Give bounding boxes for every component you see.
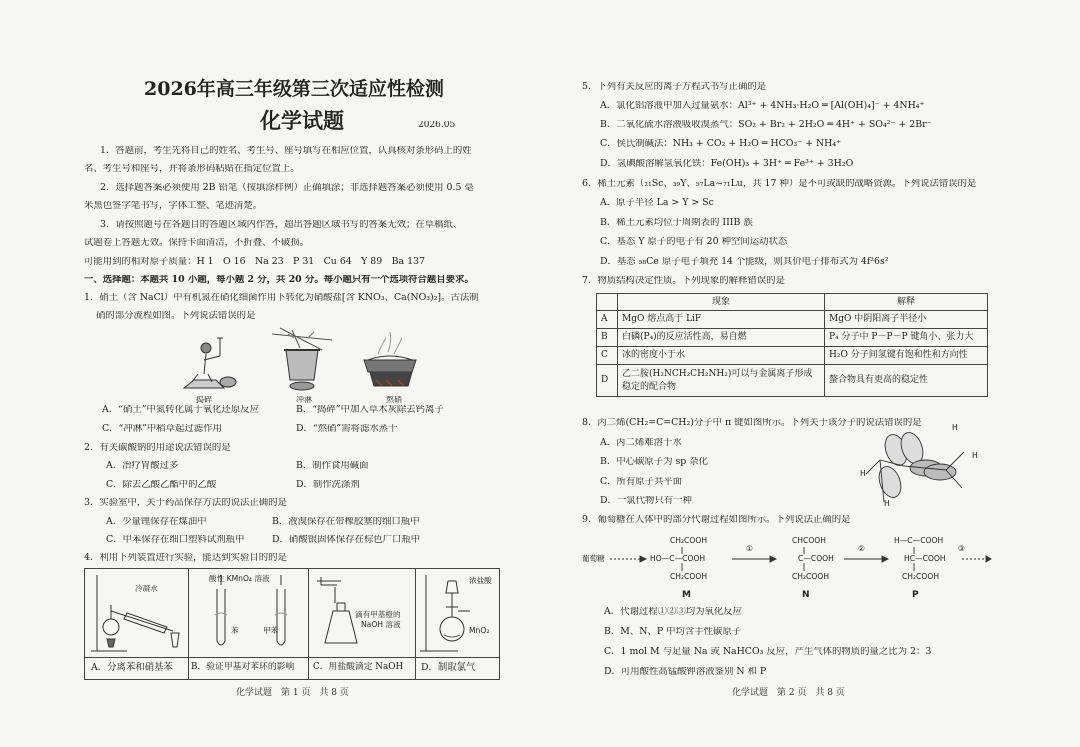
question-8-stem: 8．丙二烯(CH₂=C=CH₂)分子中 π 键如图所示。下列关于该分子的说法错误的是 <box>582 418 922 428</box>
molecule-n-bottom: CH₂COOH <box>792 572 830 581</box>
page-footer: 化学试题 第 1 页 共 8 页 <box>236 688 349 698</box>
hydrogen-label: H <box>884 499 890 508</box>
label-benzene: 苯 <box>231 626 239 635</box>
label-mno2: MnO₂ <box>469 626 490 635</box>
option-c: C．基态 Y 原子的电子有 20 种空间运动状态 <box>600 237 788 247</box>
question-7-stem: 7．物质结构决定性质。下列现象的解释错误的是 <box>582 276 785 286</box>
option-a: A．“硝土”中氮转化属于氧化还原反应 <box>102 405 259 415</box>
table-corner <box>597 294 618 311</box>
explanation-cell: MgO 中阴阳离子半径小 <box>825 311 988 329</box>
exam-subject-title: 化学试题 <box>260 108 344 133</box>
label-naoh-solution: NaOH 溶液 <box>361 620 401 629</box>
option-b: B．中心碳原子为 sp 杂化 <box>600 457 709 467</box>
option-d: D．基态 ₅₈Ce 原子电子填充 14 个能级，则其价电子排布式为 4f²6s² <box>600 257 889 267</box>
question-4-stem: 4．利用下列装置进行实验，能达到实验目的的是 <box>84 553 287 563</box>
pounding-illustration <box>184 338 236 388</box>
label-toluene: 甲苯 <box>263 626 279 635</box>
row-key: A <box>597 311 618 329</box>
explanation-cell: P₄ 分子中 P－P－P 键角小、张力大 <box>825 329 988 347</box>
option-a: A．治疗胃酸过多 <box>106 461 179 471</box>
option-a: A．代谢过程①②③均为氧化反应 <box>604 607 743 617</box>
instruction-line: 1．答题前，考生先将自己的姓名、考生号、座号填写在相应位置，认真核对条形码上的姓 <box>100 146 472 156</box>
apparatus-caption-d: D．制取氯气 <box>421 662 476 673</box>
apparatus-table <box>84 568 500 680</box>
instruction-line: 试题卷上答题无效。保持卡面清洁，不折叠、不破损。 <box>84 238 310 248</box>
column-header-explanation: 解释 <box>825 294 988 311</box>
option-b: B．稀土元素均位于周期表的 IIIB 族 <box>600 218 753 228</box>
boiling-illustration <box>364 332 416 386</box>
option-b: B．二氧化硫水溶液吸收溴蒸气：SO₂ + Br₂ + 2H₂O ═ 4H⁺ + SO₄²⁻ + 2Br⁻ <box>600 120 932 130</box>
page-1 <box>84 0 512 747</box>
label-methyl-orange: 滴有甲基橙的 <box>355 610 401 619</box>
molecule-label-p: P <box>912 590 919 600</box>
exam-date: 2026.05 <box>418 121 456 130</box>
step-1-label: ① <box>746 544 753 553</box>
column-header-phenomenon: 现象 <box>618 294 825 311</box>
option-d: D．硝酸银固体保存在棕色广口瓶中 <box>272 535 421 545</box>
molecule-p-mid: HC—COOH <box>904 554 946 563</box>
explanation-cell: 螯合物具有更高的稳定性 <box>825 365 988 397</box>
option-d: D．制作洗涤剂 <box>296 480 360 490</box>
instruction-line: 3．请按照题号在各题目的答题区域内作答，超出答题区域书写的答案无效；在草稿纸、 <box>100 220 463 230</box>
pathway-start: 葡萄糖 <box>582 554 605 563</box>
option-d: D．可用酸性高锰酸钾溶液鉴别 N 和 P <box>604 667 767 677</box>
row-key: C <box>597 347 618 365</box>
apparatus-caption-c: C．用盐酸滴定 NaOH <box>313 662 404 672</box>
label-condenser-water: 冷凝水 <box>135 584 158 593</box>
step-caption-boil: 熬硝 <box>386 396 402 404</box>
molecule-n-mid: C—COOH <box>798 554 834 563</box>
molecule-m-bottom: CH₂COOH <box>670 572 708 581</box>
option-b: B．M、N、P 中均含手性碳原子 <box>604 627 742 637</box>
option-c: C．所有原子共平面 <box>600 477 683 487</box>
phenomenon-explanation-table <box>596 293 988 397</box>
rinsing-illustration <box>272 328 332 390</box>
molecule-label-m: M <box>682 590 691 600</box>
label-kmno4: 酸性 KMnO₄ 溶液 <box>209 574 270 583</box>
label-conc-hcl: 浓盐酸 <box>469 576 492 585</box>
row-key: B <box>597 329 618 347</box>
hydrogen-label: H <box>860 469 866 478</box>
option-a: A．丙二烯难溶于水 <box>600 438 682 448</box>
metabolism-pathway <box>582 535 992 605</box>
question-6-stem: 6．稀土元素（₂₁Sc、₃₉Y、₅₇La~₇₁Lu，共 17 种）是不可或缺的战略资源。下列说法错误的是 <box>582 179 977 189</box>
apparatus-caption-a: A．分离苯和硝基苯 <box>91 662 173 673</box>
step-caption-rinse: 冲淋 <box>296 396 312 404</box>
step-caption-pound: 捣碎 <box>196 396 212 404</box>
molecule-n-top: CHCOOH <box>792 536 826 545</box>
option-b: B．制作食用碱面 <box>296 461 369 471</box>
molecule-m-top: CH₂COOH <box>670 536 708 545</box>
option-a: A．氯化铝溶液中加入过量氨水：Al³⁺ + 4NH₃·H₂O ═ [Al(OH)₄]⁻ + 4NH₄⁺ <box>600 101 925 111</box>
hydrogen-label: H <box>952 423 958 432</box>
phenomenon-cell: 冰的密度小于水 <box>618 347 825 365</box>
page-2 <box>582 0 992 747</box>
option-a: A．原子半径 La > Y > Sc <box>600 198 714 208</box>
exam-main-title: 2026年高三年级第三次适应性检测 <box>144 78 444 100</box>
phenomenon-cell: MgO 熔点高于 LiF <box>618 311 825 329</box>
instruction-line: 名、考生号和座号，并将条形码粘贴在指定位置上。 <box>84 164 300 174</box>
option-c: C．除去乙酸乙酯中的乙酸 <box>106 480 217 490</box>
table-row <box>597 311 988 329</box>
option-b: B．“捣碎”中加入草木灰除去钙离子 <box>296 405 444 415</box>
option-c: C．侯氏制碱法：NH₃ + CO₂ + H₂O ═ HCO₃⁻ + NH₄⁺ <box>600 139 842 149</box>
instruction-line: 2．选择题答案必须使用 2B 铅笔（按填涂样例）正确填涂；非选择题答案必须使用 0.5 毫 <box>100 183 474 193</box>
molecule-p-bottom: CH₂COOH <box>902 572 940 581</box>
hydrogen-label: H <box>972 451 978 460</box>
atomic-mass-line: 可能用到的相对原子质量：H 1 O 16 Na 23 P 31 Cu 64 Y 89 Ba 137 <box>84 257 425 267</box>
explanation-cell: H₂O 分子间氢键有饱和性和方向性 <box>825 347 988 365</box>
molecule-label-n: N <box>802 590 810 600</box>
allene-pi-bond-diagram <box>854 424 974 510</box>
page-footer: 化学试题 第 2 页 共 8 页 <box>732 688 845 698</box>
phenomenon-cell: 白磷(P₄)的反应活性高，易自燃 <box>618 329 825 347</box>
option-d: D．“熬硝”需将滤水蒸干 <box>296 424 398 434</box>
row-key: D <box>597 365 618 397</box>
option-a: A．少量锂保存在煤油中 <box>106 517 207 527</box>
option-c: C．1 mol M 与足量 Na 或 NaHCO₃ 反应，产生气体的物质的量之比为 2：3 <box>604 647 932 657</box>
instruction-line: 米黑色签字笔书写，字体工整、笔迹清楚。 <box>84 201 263 211</box>
question-3-stem: 3．实验室中，关于药品保存方法的说法正确的是 <box>84 498 287 508</box>
step-2-label: ② <box>858 544 865 553</box>
question-9-stem: 9．葡萄糖在人体中的部分代谢过程如图所示。下列说法正确的是 <box>582 515 851 525</box>
section-heading: 一、选择题：本题共 10 小题，每小题 2 分，共 20 分。每小题只有一个选项符合题目要求。 <box>84 275 474 285</box>
apparatus-caption-b: B．验证甲基对苯环的影响 <box>191 662 295 672</box>
question-1-stem: 硝的部分流程如图。下列说法错误的是 <box>96 311 256 321</box>
table-row <box>597 329 988 347</box>
option-b: B．液溴保存在带橡胶塞的细口瓶中 <box>272 517 420 527</box>
step-3-label: ③ <box>958 544 965 553</box>
question-2-stem: 2．有关碳酸钠的用途说法错误的是 <box>84 443 231 453</box>
option-d: D．氢碘酸溶解氢氧化铁：Fe(OH)₃ + 3H⁺ ═ Fe³⁺ + 3H₂O <box>600 159 854 169</box>
option-c: C．甲苯保存在细口塑料试剂瓶中 <box>106 535 245 545</box>
test-tube-apparatus <box>193 571 305 655</box>
table-row <box>597 365 988 397</box>
option-c: C．“冲淋”中稻草起过滤作用 <box>102 424 222 434</box>
question-5-stem: 5．下列有关反应的离子方程式书写正确的是 <box>582 82 767 92</box>
question-1-stem: 1．硝土（含 NaCl）中有机氮在硝化细菌作用下转化为硝酸盐[含 KNO₃、Ca(NO₃)₂]。古法制 <box>84 293 479 303</box>
option-d: D．一氯代物只有一种 <box>600 496 692 506</box>
ancient-saltpeter-illustration <box>172 324 432 396</box>
pathway-arrows <box>582 535 992 605</box>
molecule-m-mid: HO—C—COOH <box>650 554 706 563</box>
table-row <box>597 347 988 365</box>
phenomenon-cell: 乙二胺(H₂NCH₂CH₂NH₂)可以与金属离子形成稳定的配合物 <box>618 365 825 397</box>
molecule-p-top: H—C—COOH <box>894 536 944 545</box>
